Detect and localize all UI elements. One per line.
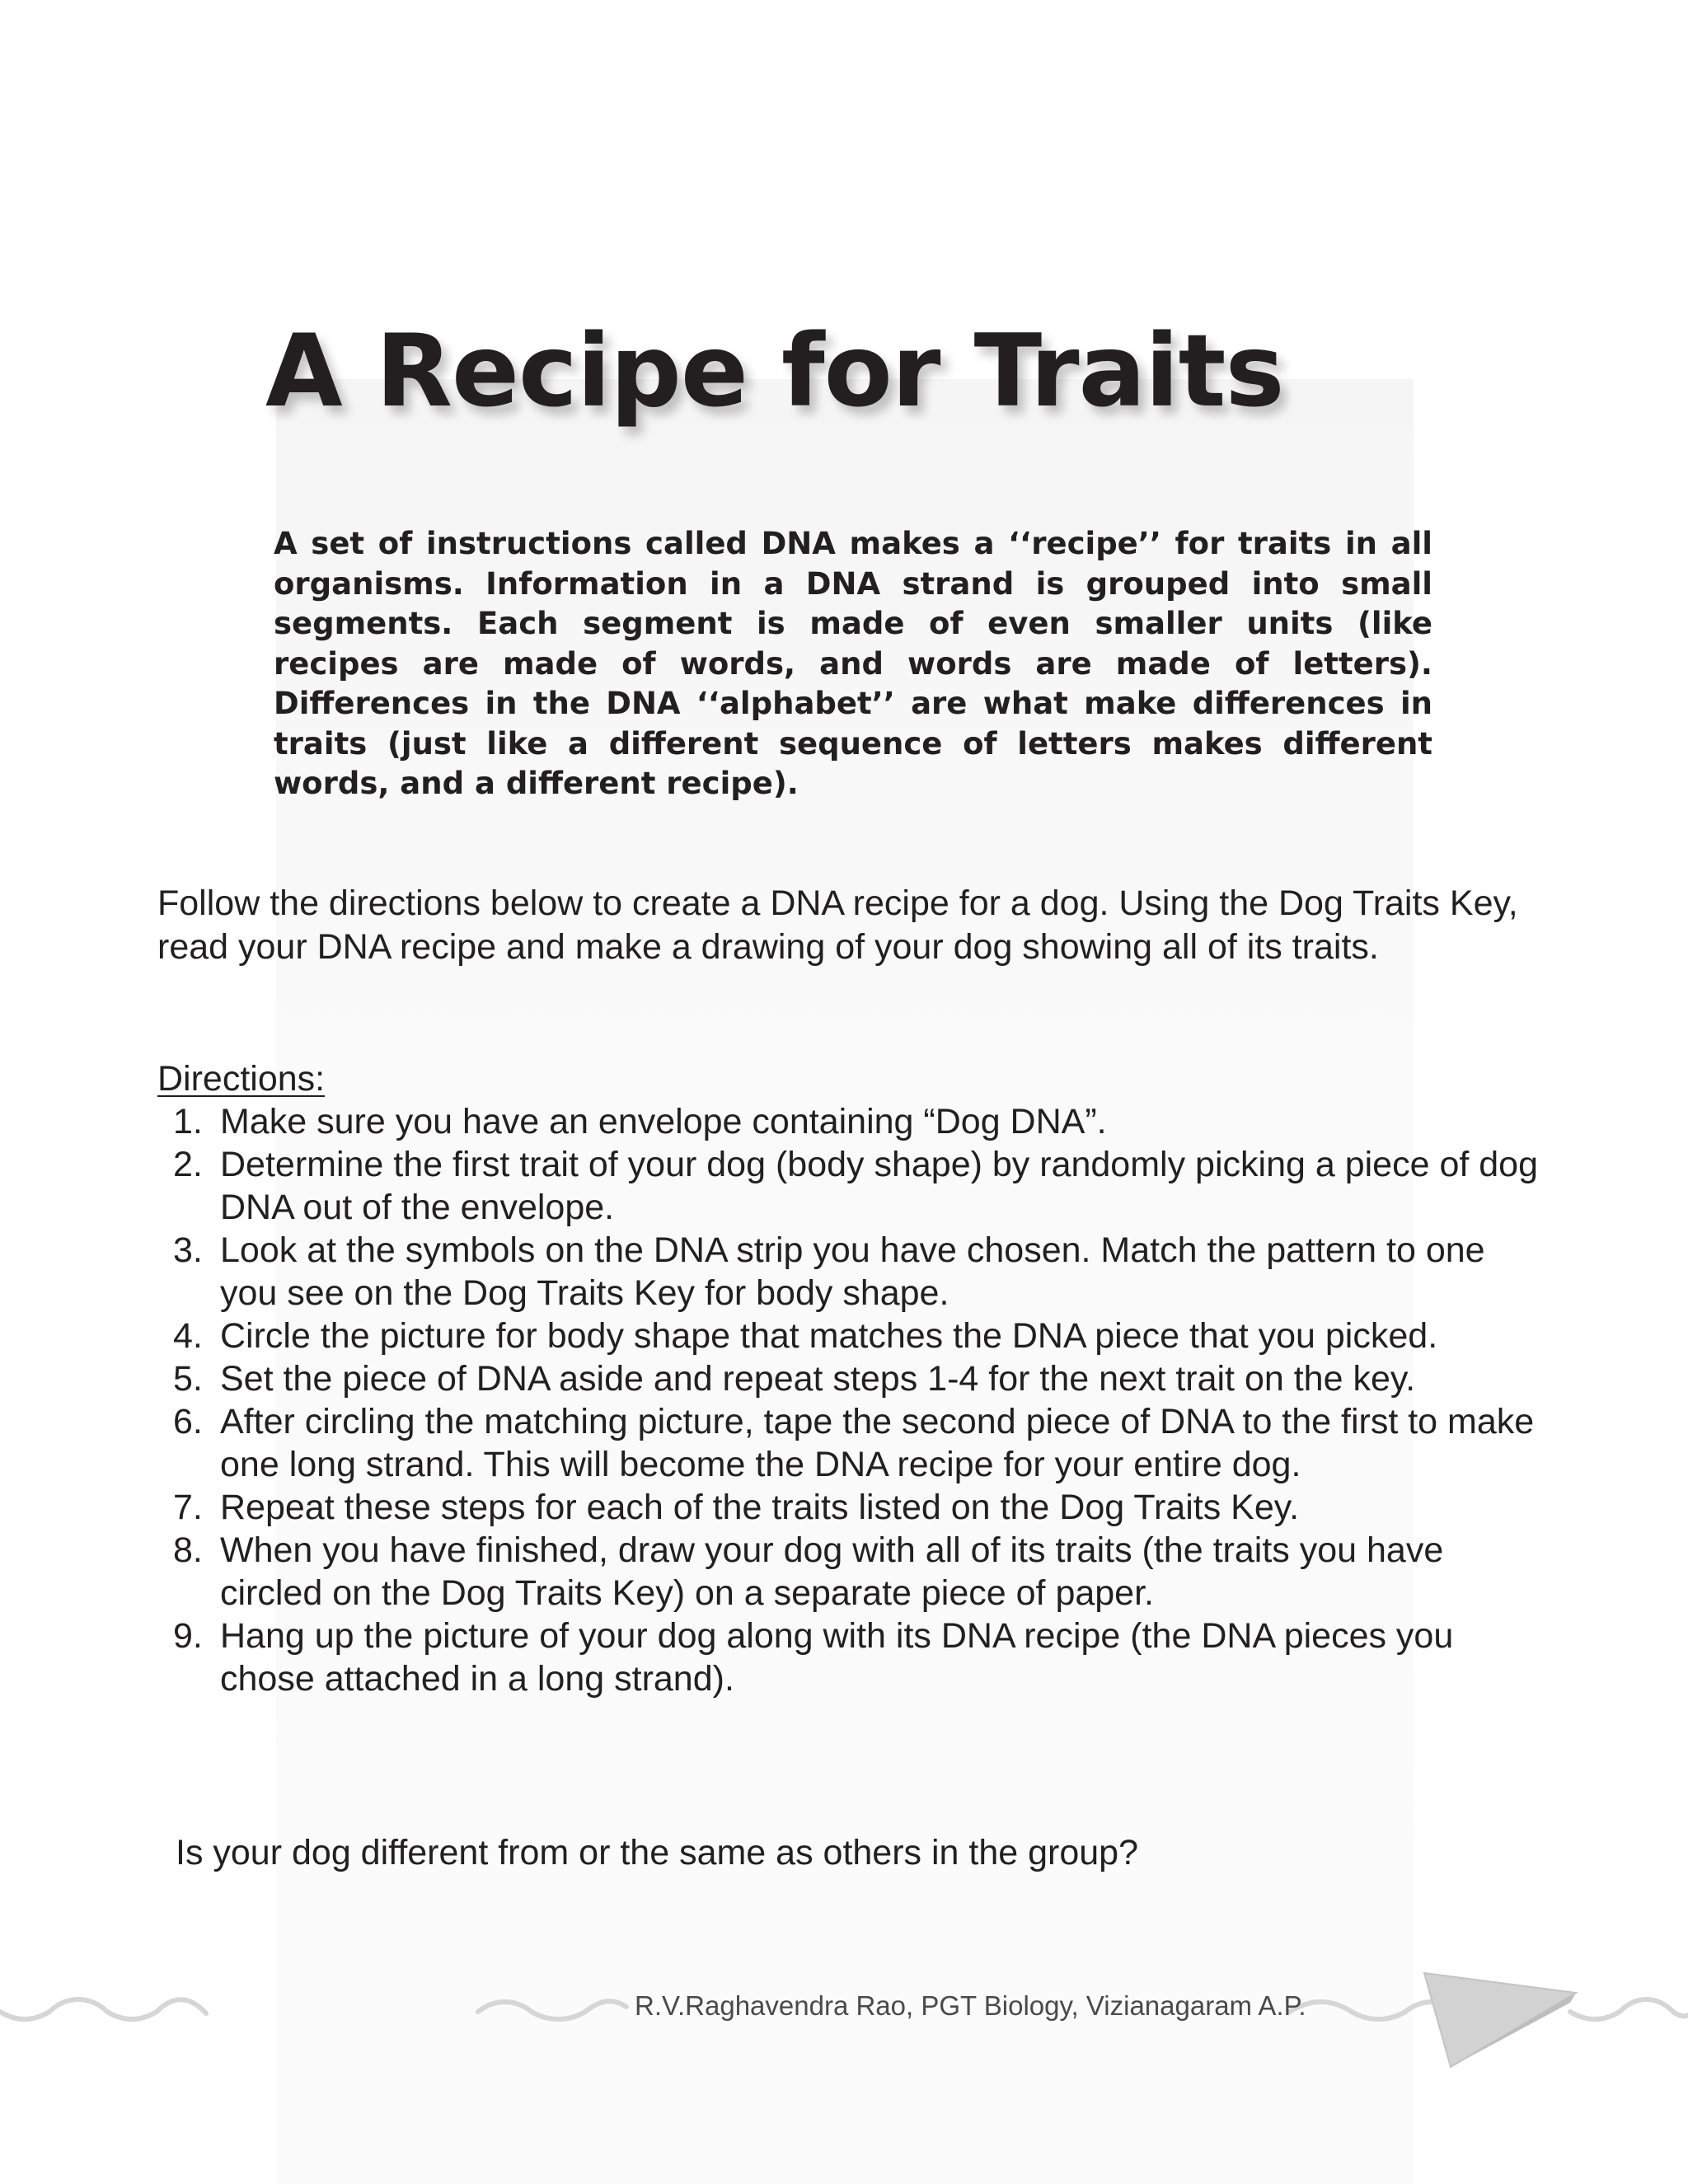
step-text: Determine the first trait of your dog (body shape) by randomly picking a piece of dog DNA out of the envelope. bbox=[220, 1145, 1538, 1227]
list-item bbox=[173, 1229, 1541, 1315]
list-item bbox=[173, 1357, 1541, 1400]
step-text: When you have finished, draw your dog with all of its traits (the traits you have circled on the Dog Traits Key) on a separate piece of paper. bbox=[220, 1530, 1444, 1613]
step-text: Look at the symbols on the DNA strip you have chosen. Match the pattern to one you see on the Dog Traits Key for body shape. bbox=[220, 1230, 1485, 1313]
directions-heading: Directions: bbox=[157, 1059, 326, 1099]
step-number: 1. bbox=[173, 1102, 203, 1141]
step-number: 7. bbox=[173, 1488, 203, 1527]
step-number: 2. bbox=[173, 1145, 203, 1184]
directions-list bbox=[173, 1100, 1541, 1700]
list-item bbox=[173, 1529, 1541, 1615]
footer-credit: R.V.Raghavendra Rao, PGT Biology, Vizianagaram A.P. bbox=[635, 1990, 1306, 2021]
list-item bbox=[173, 1315, 1541, 1357]
step-text: After circling the matching picture, tape the second piece of DNA to the first to make one long strand. This will become the DNA recipe for your entire dog. bbox=[220, 1402, 1535, 1484]
list-item bbox=[173, 1400, 1541, 1486]
step-text: Circle the picture for body shape that matches the DNA piece that you picked. bbox=[220, 1316, 1438, 1356]
wave-line-middle bbox=[478, 2001, 626, 2019]
page-title: A Recipe for Traits bbox=[265, 313, 1284, 429]
step-text: Set the piece of DNA aside and repeat steps 1-4 for the next trait on the key. bbox=[220, 1359, 1416, 1399]
wave-line-far-right bbox=[1570, 1999, 1688, 2019]
step-number: 8. bbox=[173, 1530, 203, 1570]
list-item bbox=[173, 1100, 1541, 1143]
step-text: Make sure you have an envelope containing “Dog DNA”. bbox=[220, 1102, 1107, 1141]
closing-question: Is your dog different from or the same as others in the group? bbox=[176, 1833, 1139, 1872]
step-number: 3. bbox=[173, 1230, 203, 1270]
step-number: 9. bbox=[173, 1616, 203, 1656]
step-text: Hang up the picture of your dog along with its DNA recipe (the DNA pieces you chose attached in a long strand). bbox=[220, 1616, 1454, 1699]
step-number: 4. bbox=[173, 1316, 203, 1356]
list-item bbox=[173, 1143, 1541, 1229]
list-item bbox=[173, 1615, 1541, 1700]
paper-plane-icon bbox=[1424, 1973, 1576, 2067]
list-item bbox=[173, 1486, 1541, 1529]
step-text: Repeat these steps for each of the traits listed on the Dog Traits Key. bbox=[220, 1488, 1300, 1527]
step-number: 6. bbox=[173, 1402, 203, 1441]
wave-line-left bbox=[0, 1999, 206, 2019]
footer-decoration bbox=[0, 1970, 1688, 2077]
lead-paragraph: Follow the directions below to create a DNA recipe for a dog. Using the Dog Traits Key, read your DNA recipe and make a drawing of your dog showing all of its traits. bbox=[157, 883, 1518, 967]
step-number: 5. bbox=[173, 1359, 203, 1399]
intro-paragraph: A set of instructions called DNA makes a ‘‘recipe’’ for traits in all organisms. Information in a DNA strand is grouped into small segments. Each segment is made of even smaller units (like recipes are made of words, and words are made of letters). Differences in the DNA ‘‘alphabet’’ are what make differences in traits (just like a different sequence of letters makes different words, and a different recipe). bbox=[274, 526, 1432, 801]
